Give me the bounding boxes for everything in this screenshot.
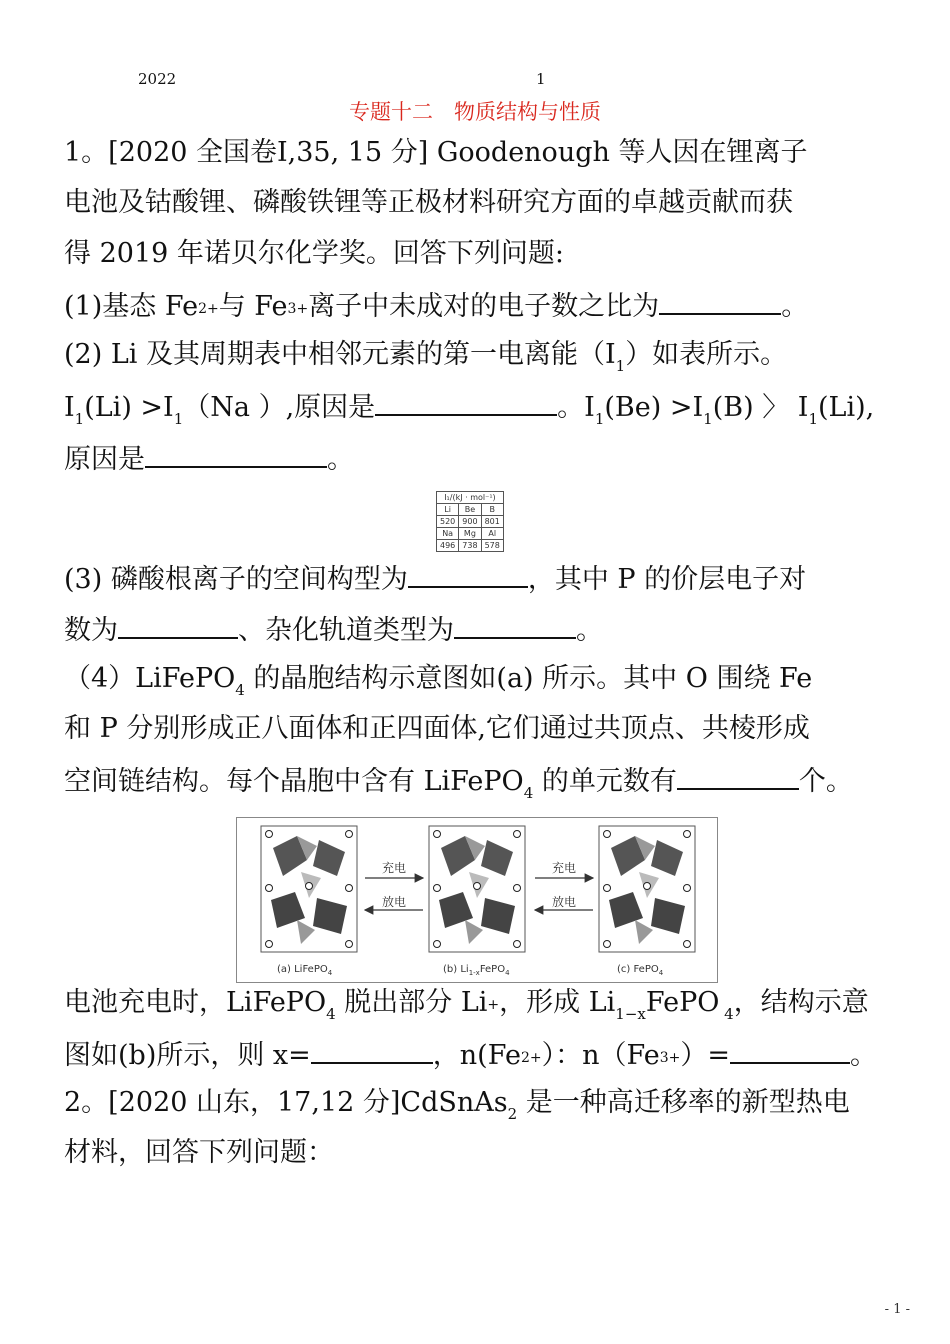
answer-blank[interactable] <box>118 611 238 639</box>
answer-blank[interactable] <box>454 611 576 639</box>
crystal-structure-svg <box>237 818 717 982</box>
caption-b: (b) $Li_{1-x}FePO_4$ <box>443 964 510 977</box>
q1-part4-line3: 空间链结构。每个晶胞中含有 LiFePO$_4$ 的单元数有 个。 <box>64 762 853 810</box>
discharge-label: 放电 <box>382 895 407 909</box>
q1-line3: 得 2019 年诺贝尔化学奖。回答下列问题: <box>64 238 564 269</box>
q1-part1: (1)基态 $Fe^{2+}$与 $Fe^{3+}$离子中未成对的电子数之比为 。 <box>64 287 808 326</box>
caption-c: (c) FePO$_4$ <box>617 964 664 977</box>
structure-a <box>261 826 357 952</box>
crystal-structure-figure <box>236 817 718 983</box>
answer-blank[interactable] <box>408 560 528 588</box>
q1-part2-line1: (2) Li 及其周期表中相邻元素的第一电离能$(I_1)$如表所示。 <box>64 339 788 375</box>
answer-blank[interactable] <box>677 762 799 790</box>
caption-a: (a) LiFePO$_4$ <box>277 964 333 977</box>
discharge-label: 放电 <box>552 895 577 909</box>
charge-label: 充电 <box>382 861 407 875</box>
q1-part4-line4: 电池充电时，LiFePO$_4$ 脱出部分 Li+，形成 $Li_{1-x}FePO$ $_4$，结构示意 <box>64 987 869 1023</box>
q2-line2: 材料，回答下列问题： <box>64 1137 334 1168</box>
ionization-energy-table: I₁/(kJ · mol⁻¹) Li Be B 520 900 801 Na Mg Al 496 738 578 <box>436 491 504 552</box>
q1-part4-line1: （4）LiFePO$_4$ 的晶胞结构示意图如(a) 所示。其中 O 围绕 Fe <box>64 663 813 699</box>
answer-blank[interactable] <box>311 1036 433 1064</box>
answer-blank[interactable] <box>375 388 557 416</box>
q1-part2-line2: $I_1(Li) >I_1(Na$ ）,原因是 。$I_1(Be) >I_1(B)$ 〉 $I_1(Li)$, <box>64 388 874 436</box>
structure-b <box>429 826 525 952</box>
q1-part4-line2: 和 P 分别形成正八面体和正四面体,它们通过共顶点、共棱形成 <box>64 713 810 744</box>
q1-line2: 电池及钴酸锂、磷酸铁锂等正极材料研究方面的卓越贡献而获 <box>64 187 793 218</box>
q1-part3-line2: 数为 、杂化轨道类型为 。 <box>64 611 603 648</box>
q1-part4-line5: 图如(b)所示，则 x= ，$n(Fe^{2+})$：$n(Fe^{3+})=$ 。 <box>64 1036 877 1075</box>
answer-blank[interactable] <box>730 1036 850 1064</box>
table-header: I₁/(kJ · mol⁻¹) <box>437 492 504 504</box>
structure-c <box>599 826 695 952</box>
page-title: 专题十二 物质结构与性质 <box>349 100 601 124</box>
q1-part3-line1: (3) 磷酸根离子的空间构型为 ，其中 P 的价层电子对 <box>64 560 806 597</box>
page-footer: - 1 - <box>884 1302 910 1317</box>
answer-blank[interactable] <box>659 287 781 315</box>
q1-part2-line3: 原因是 。 <box>64 440 354 477</box>
header-page-number: 1 <box>536 70 546 88</box>
charge-label: 充电 <box>552 861 577 875</box>
q2-line1: 2。[2020 山东，17,12 分]CdSnAs$_2$ 是一种高迁移率的新型热电 <box>64 1087 850 1123</box>
q1-line1: 1。[2020 全国卷Ⅰ,35, 15 分] Goodenough 等人因在锂离子 <box>64 137 808 168</box>
header-year: 2022 <box>138 70 177 88</box>
answer-blank[interactable] <box>145 440 327 468</box>
